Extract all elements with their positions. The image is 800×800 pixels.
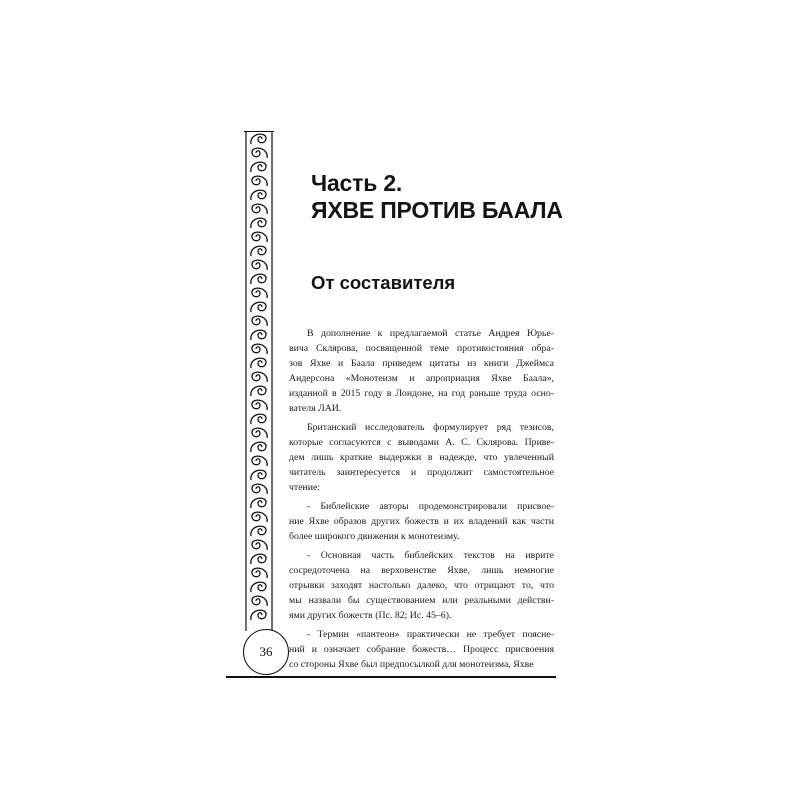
text-line: зов Яхве и Баала приведем цитаты из книги Джеймса (289, 358, 554, 369)
text-line: мы назвали бы существованием или реальными действи- (289, 595, 554, 606)
spiral-ornament (252, 540, 267, 550)
part-heading (311, 170, 571, 224)
spiral-ornament (251, 554, 266, 564)
text-line: более широкого движения к монотеизму. (289, 531, 460, 542)
paragraph (289, 326, 554, 416)
part-title-number: Часть 2. (311, 170, 403, 196)
paragraph (289, 420, 554, 495)
text-line: вича Склярова, посвященной теме противостояния обра- (289, 343, 554, 354)
text-line: Андерсона «Монотеизм и апроприация Яхве Баала», (289, 373, 554, 384)
spiral-ornament (251, 218, 266, 228)
spiral-ornament (251, 134, 266, 144)
spiral-ornament (252, 596, 267, 606)
spiral-ornament (251, 330, 266, 340)
part-title: ЯХВЕ ПРОТИВ БААЛА (311, 197, 563, 224)
spiral-ornament (251, 190, 266, 200)
text-line: - Библейские авторы продемонстрировали присвое- (307, 501, 554, 512)
spiral-ornament (252, 148, 267, 158)
spiral-ornament (251, 526, 266, 536)
text-line: ние Яхве образов других божеств и их владений как части (289, 516, 554, 527)
text-line: - Основная часть библейских текстов на иврите (307, 550, 554, 561)
spiral-ornament (252, 176, 267, 186)
page-number: 36 (259, 644, 273, 659)
spiral-ornament (252, 232, 267, 242)
text-line: дем лишь краткие выдержки в надежде, что увлеченный (289, 452, 554, 463)
spiral-ornament (252, 260, 267, 270)
spiral-ornament (251, 582, 266, 592)
spiral-ornament (252, 456, 267, 466)
spiral-ornament (251, 414, 266, 424)
spiral-ornament (251, 246, 266, 256)
ornament-top-rule (244, 131, 274, 132)
spiral-ornament (252, 428, 267, 438)
paragraph (289, 499, 554, 544)
spiral-ornament (252, 400, 267, 410)
paragraph (289, 548, 554, 623)
spiral-ornament (251, 470, 266, 480)
spiral-ornament (251, 498, 266, 508)
spiral-ornament (251, 386, 266, 396)
text-line: В дополнение к предлагаемой статье Андрея Юрье- (307, 328, 554, 339)
spiral-ornament (252, 288, 267, 298)
text-line: со стороны Яхве был предпосылкой для монотеизма, Яхве (289, 659, 534, 670)
text-line: - Термин «пантеон» практически не требует поясне- (307, 629, 554, 640)
footer-rule (226, 676, 556, 678)
text-line: изданной в 2015 году в Лондоне, на год раньше труда осно- (289, 388, 554, 399)
text-line: чтение: (289, 482, 321, 493)
spiral-ornament (252, 568, 267, 578)
spiral-ornament (252, 372, 267, 382)
spiral-ornament (251, 358, 266, 368)
text-line: которые согласуются с выводами А. С. Склярова. Приве- (289, 437, 554, 448)
decorative-border-ornament (244, 131, 274, 631)
spiral-ornament (251, 274, 266, 284)
text-line: читатель заинтересуется и продолжит самостоятельное (289, 467, 554, 478)
section-title: От составителя (311, 272, 456, 293)
spiral-ornament (251, 162, 266, 172)
spiral-ornament (251, 302, 266, 312)
spiral-ornament (252, 316, 267, 326)
page-number-badge (243, 629, 289, 675)
spiral-ornament (251, 610, 266, 620)
paragraph (289, 627, 554, 672)
spiral-ornament (251, 442, 266, 452)
spiral-ornament (252, 484, 267, 494)
text-line: ний и означает собрание божеств… Процесс присвоения (289, 644, 554, 655)
text-line: вателя ЛАИ. (289, 403, 342, 414)
text-line: ями других божеств (Пс. 82; Ис. 45–6). (289, 610, 452, 621)
body-text (289, 326, 554, 676)
spiral-ornament (252, 512, 267, 522)
text-line: отрывки заходят настолько далеко, что отрицают то, что (289, 580, 554, 591)
spiral-ornament (252, 204, 267, 214)
text-line: Британский исследователь формулирует ряд тезисов, (307, 422, 554, 433)
spiral-ornament (252, 344, 267, 354)
text-line: сосредоточена на верховенстве Яхве, лишь немногие (289, 565, 554, 576)
